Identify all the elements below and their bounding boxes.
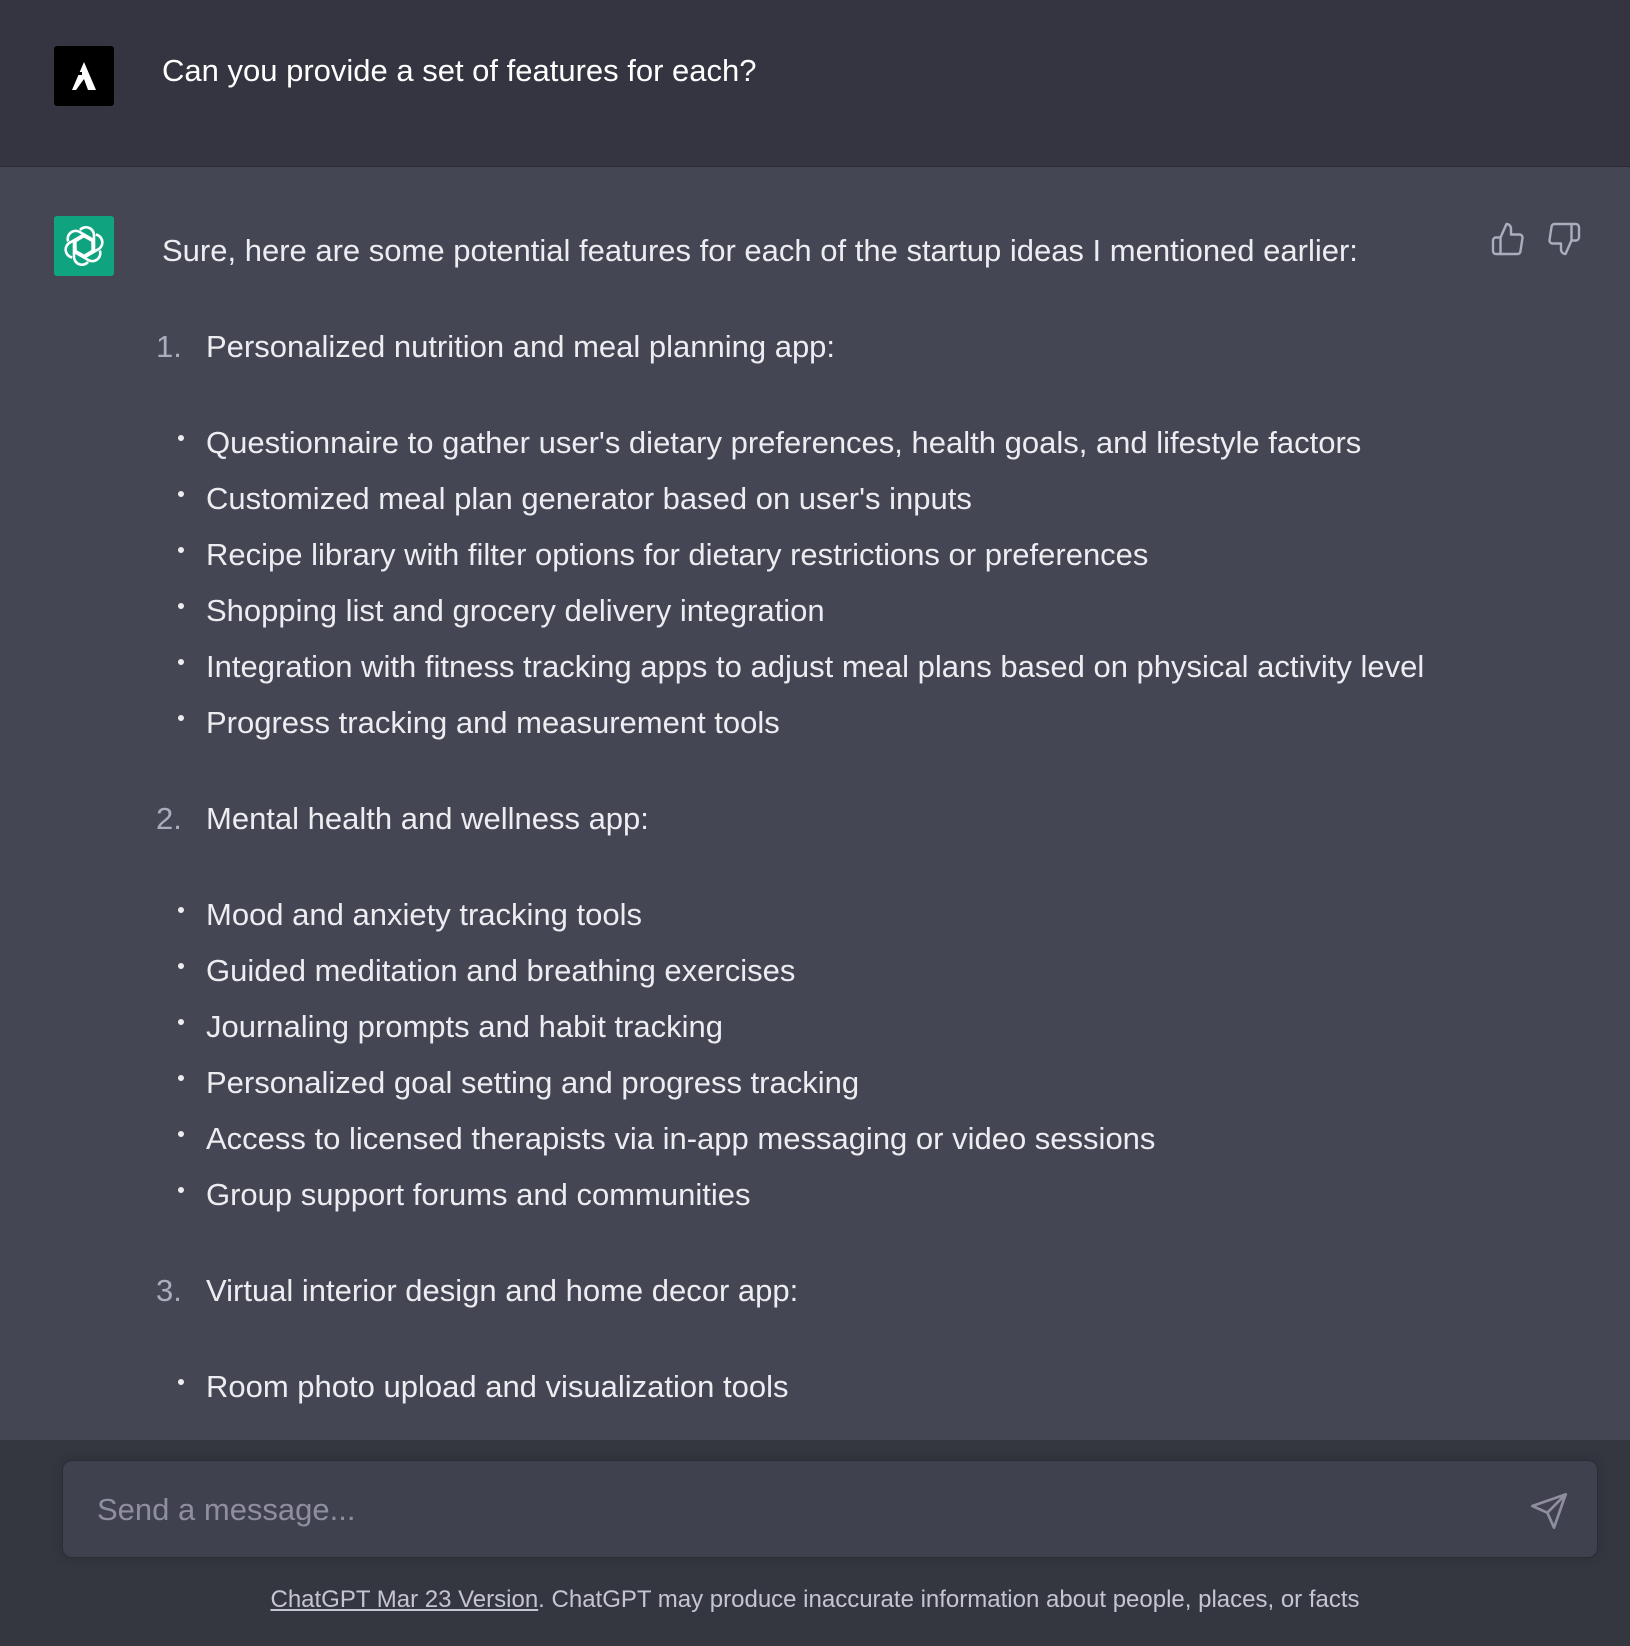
bullet-list xyxy=(162,1359,1462,1415)
bullet-list xyxy=(162,415,1462,751)
user-avatar-icon xyxy=(54,46,114,106)
bullet-item: Integration with fitness tracking apps to adjust meal plans based on physical activity level xyxy=(162,639,1466,695)
thumbs-up-icon[interactable] xyxy=(1490,221,1526,257)
bullet-item: Shopping list and grocery delivery integration xyxy=(162,583,1466,639)
message-composer xyxy=(62,1460,1598,1558)
section-title: Mental health and wellness app: xyxy=(206,801,649,836)
bullet-item: Progress tracking and measurement tools xyxy=(162,695,1466,751)
list-number: 2. xyxy=(156,801,182,836)
assistant-message-content xyxy=(156,223,1462,1455)
user-message-row xyxy=(0,0,1630,167)
user-message-text: Can you provide a set of features for each? xyxy=(162,53,757,88)
bullet-item: Customized meal plan generator based on user's inputs xyxy=(162,471,1466,527)
assistant-intro-text: Sure, here are some potential features for each of the startup ideas I mentioned earlier: xyxy=(162,233,1358,268)
numbered-list-item xyxy=(156,791,1462,847)
thumbs-down-icon[interactable] xyxy=(1546,221,1582,257)
assistant-message-row xyxy=(0,167,1630,1646)
bullet-item: Journaling prompts and habit tracking xyxy=(162,999,1466,1055)
message-input[interactable] xyxy=(95,1487,1519,1533)
bullet-item: Group support forums and communities xyxy=(162,1167,1466,1223)
send-icon xyxy=(1529,1491,1569,1531)
numbered-list-item xyxy=(156,1263,1462,1319)
footer-disclaimer xyxy=(0,1580,1630,1620)
bullet-item: Recipe library with filter options for dietary restrictions or preferences xyxy=(162,527,1466,583)
section-title: Personalized nutrition and meal planning app: xyxy=(206,329,836,364)
bullet-item: Room photo upload and visualization tools xyxy=(162,1359,1466,1415)
send-button[interactable] xyxy=(1529,1491,1569,1531)
bullet-item: Questionnaire to gather user's dietary preferences, health goals, and lifestyle factors xyxy=(162,415,1466,471)
disclaimer-text: . ChatGPT may produce inaccurate information about people, places, or facts xyxy=(538,1586,1360,1613)
version-link[interactable]: ChatGPT Mar 23 Version xyxy=(270,1586,539,1613)
openai-logo-icon xyxy=(54,216,114,276)
bullet-list xyxy=(162,887,1462,1223)
bullet-item: Access to licensed therapists via in-app messaging or video sessions xyxy=(162,1111,1466,1167)
list-number: 1. xyxy=(156,329,182,364)
numbered-list-item xyxy=(156,319,1462,375)
bullet-item: Guided meditation and breathing exercises xyxy=(162,943,1466,999)
bullet-item: Personalized goal setting and progress tracking xyxy=(162,1055,1466,1111)
list-number: 3. xyxy=(156,1273,182,1308)
section-title: Virtual interior design and home decor app: xyxy=(206,1273,799,1308)
bullet-item: Mood and anxiety tracking tools xyxy=(162,887,1466,943)
